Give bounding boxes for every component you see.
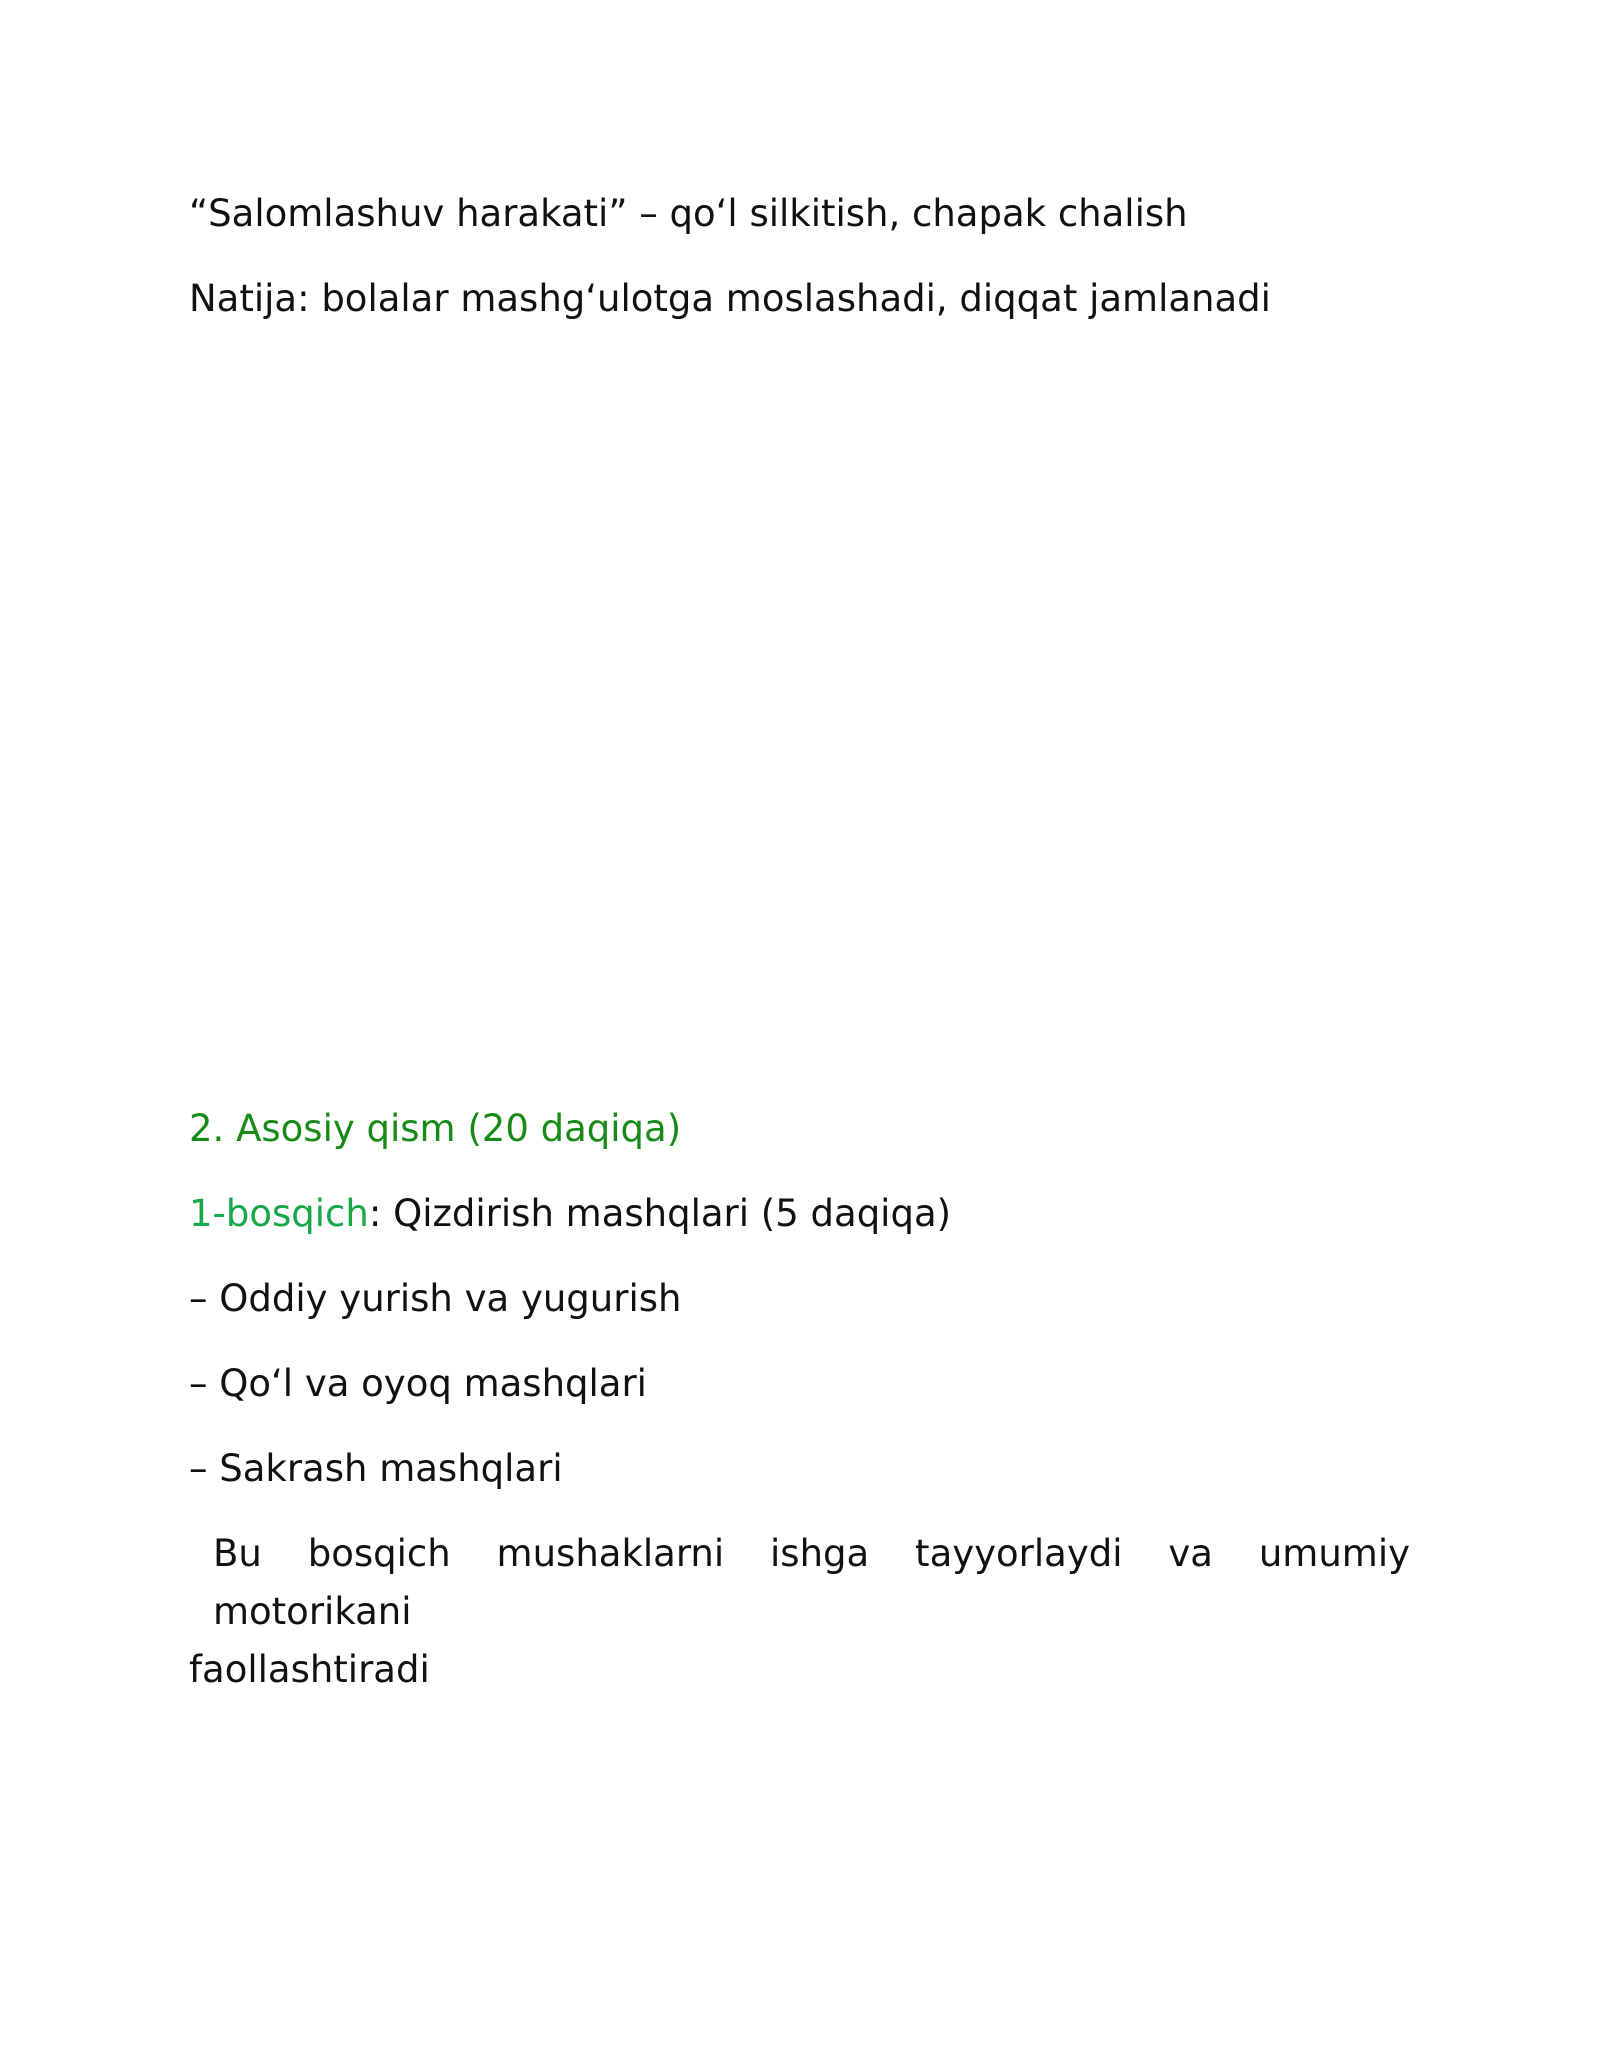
list-item: – Sakrash mashqlari (189, 1447, 563, 1490)
stage-line (189, 1192, 951, 1236)
stage-text: : Qizdirish mashqlari (5 daqiqa) (368, 1192, 952, 1235)
summary-line-1: Bu bosqich mushaklarni ishga tayyorlaydi va umumiy motorikani (213, 1532, 1410, 1633)
stage-label: 1-bosqich (189, 1192, 369, 1235)
greeting-line: “Salomlashuv harakati” – qoʻl silkitish, chapak chalish (189, 192, 1188, 235)
list-item: – Oddiy yurish va yugurish (189, 1277, 682, 1320)
summary-line-2: faollashtiradi (189, 1648, 430, 1691)
result-line: Natija: bolalar mashgʻulotga moslashadi, diqqat jamlanadi (189, 277, 1271, 320)
summary-paragraph (189, 1525, 1410, 1699)
list-item: – Qoʻl va oyoq mashqlari (189, 1362, 647, 1405)
section-heading: 2. Asosiy qism (20 daqiqa) (189, 1107, 682, 1150)
